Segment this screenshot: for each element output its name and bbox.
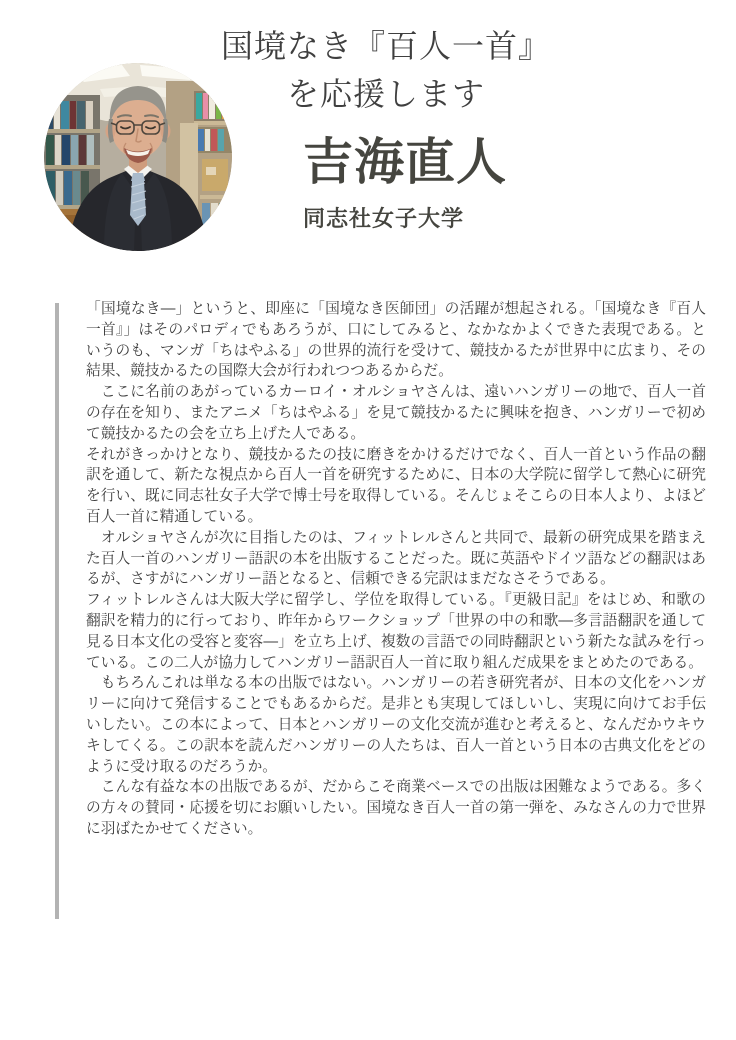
paragraph-7: こんな有益な本の出版であるが、だからこそ商業ベースでの出版は困難なようである。多くの方々の賛同・応援を切にお願いしたい。国境なき百人一首の第一弾を、みなさんの力で世界に羽ばたかせてください。 (86, 779, 706, 837)
endorser-affiliation: 同志社女子大学 (303, 206, 465, 231)
endorser-block (303, 133, 507, 233)
title-line-1: 国境なき『百人一首』 (220, 28, 551, 64)
quote-divider-bar (55, 303, 59, 919)
title-line-2: を応援します (286, 76, 485, 112)
page-title (218, 22, 554, 118)
paragraph-5: フィットレルさんは大阪大学に留学し、学位を取得している。『更級日記』をはじめ、和歌の翻訳を精力的に行っており、昨年からワークショップ「世界の中の和歌―多言語翻訳を通して見る日本文化の受容と変容―」を立ち上げ、複数の言語での同時翻訳という新たな試みを行っている。この二人が協力してハンガリー語訳百人一首に取り組んだ成果をまとめたのである。 (86, 592, 706, 671)
paragraph-4: オルショヤさんが次に目指したのは、フィットレルさんと共同で、最新の研究成果を踏まえた百人一首のハンガリー語訳の本を出版することだった。既に英語やドイツ語などの翻訳はあるが、さすがにハンガリー語となると、信頼できる完訳はまだなさそうである。 (86, 529, 706, 588)
paragraph-2: ここに名前のあがっているカーロイ・オルショヤさんは、遠いハンガリーの地で、百人一首の存在を知り、またアニメ「ちはやふる」を見て競技かるたに興味を抱き、ハンガリーで初めて競技かるたの会を立ち上げた人である。 (86, 384, 706, 442)
portrait-photo-illustration (44, 63, 232, 251)
paragraph-3: それがきっかけとなり、競技かるたの技に磨きをかけるだけでなく、百人一首という作品の翻訳を通して、新たな視点から百人一首を研究するために、日本の大学院に留学して熱心に研究を行い、既に同志社女子大学で博士号を取得している。そんじょそこらの日本人より、よほど百人一首に精通している。 (86, 446, 706, 525)
paragraph-6: もちろんこれは単なる本の出版ではない。ハンガリーの若き研究者が、日本の文化をハンガリーに向けて発信することでもあるからだ。是非とも実現してほしいし、実現に向けてお手伝いしたい。この本によって、日本とハンガリーの文化交流が進むと考えると、なんだかウキウキしてくる。この訳本を読んだハンガリーの人たちは、百人一首という日本の古典文化をどのように受け取るのだろうか。 (86, 675, 706, 775)
portrait-photo (44, 63, 232, 251)
paragraph-1: 「国境なき―」というと、即座に「国境なき医師団」の活躍が想起される。「国境なき『百人一首』」はそのパロディでもあろうが、口にしてみると、なかなかよくできた表現である。というのも、マンガ「ちはやふる」の世界的流行を受けて、競技かるたが世界中に広まり、その結果、競技かるたの国際大会が行われつつあるからだ。 (86, 301, 706, 380)
endorsement-text (86, 299, 706, 840)
endorser-name: 吉海直人 (303, 134, 507, 190)
